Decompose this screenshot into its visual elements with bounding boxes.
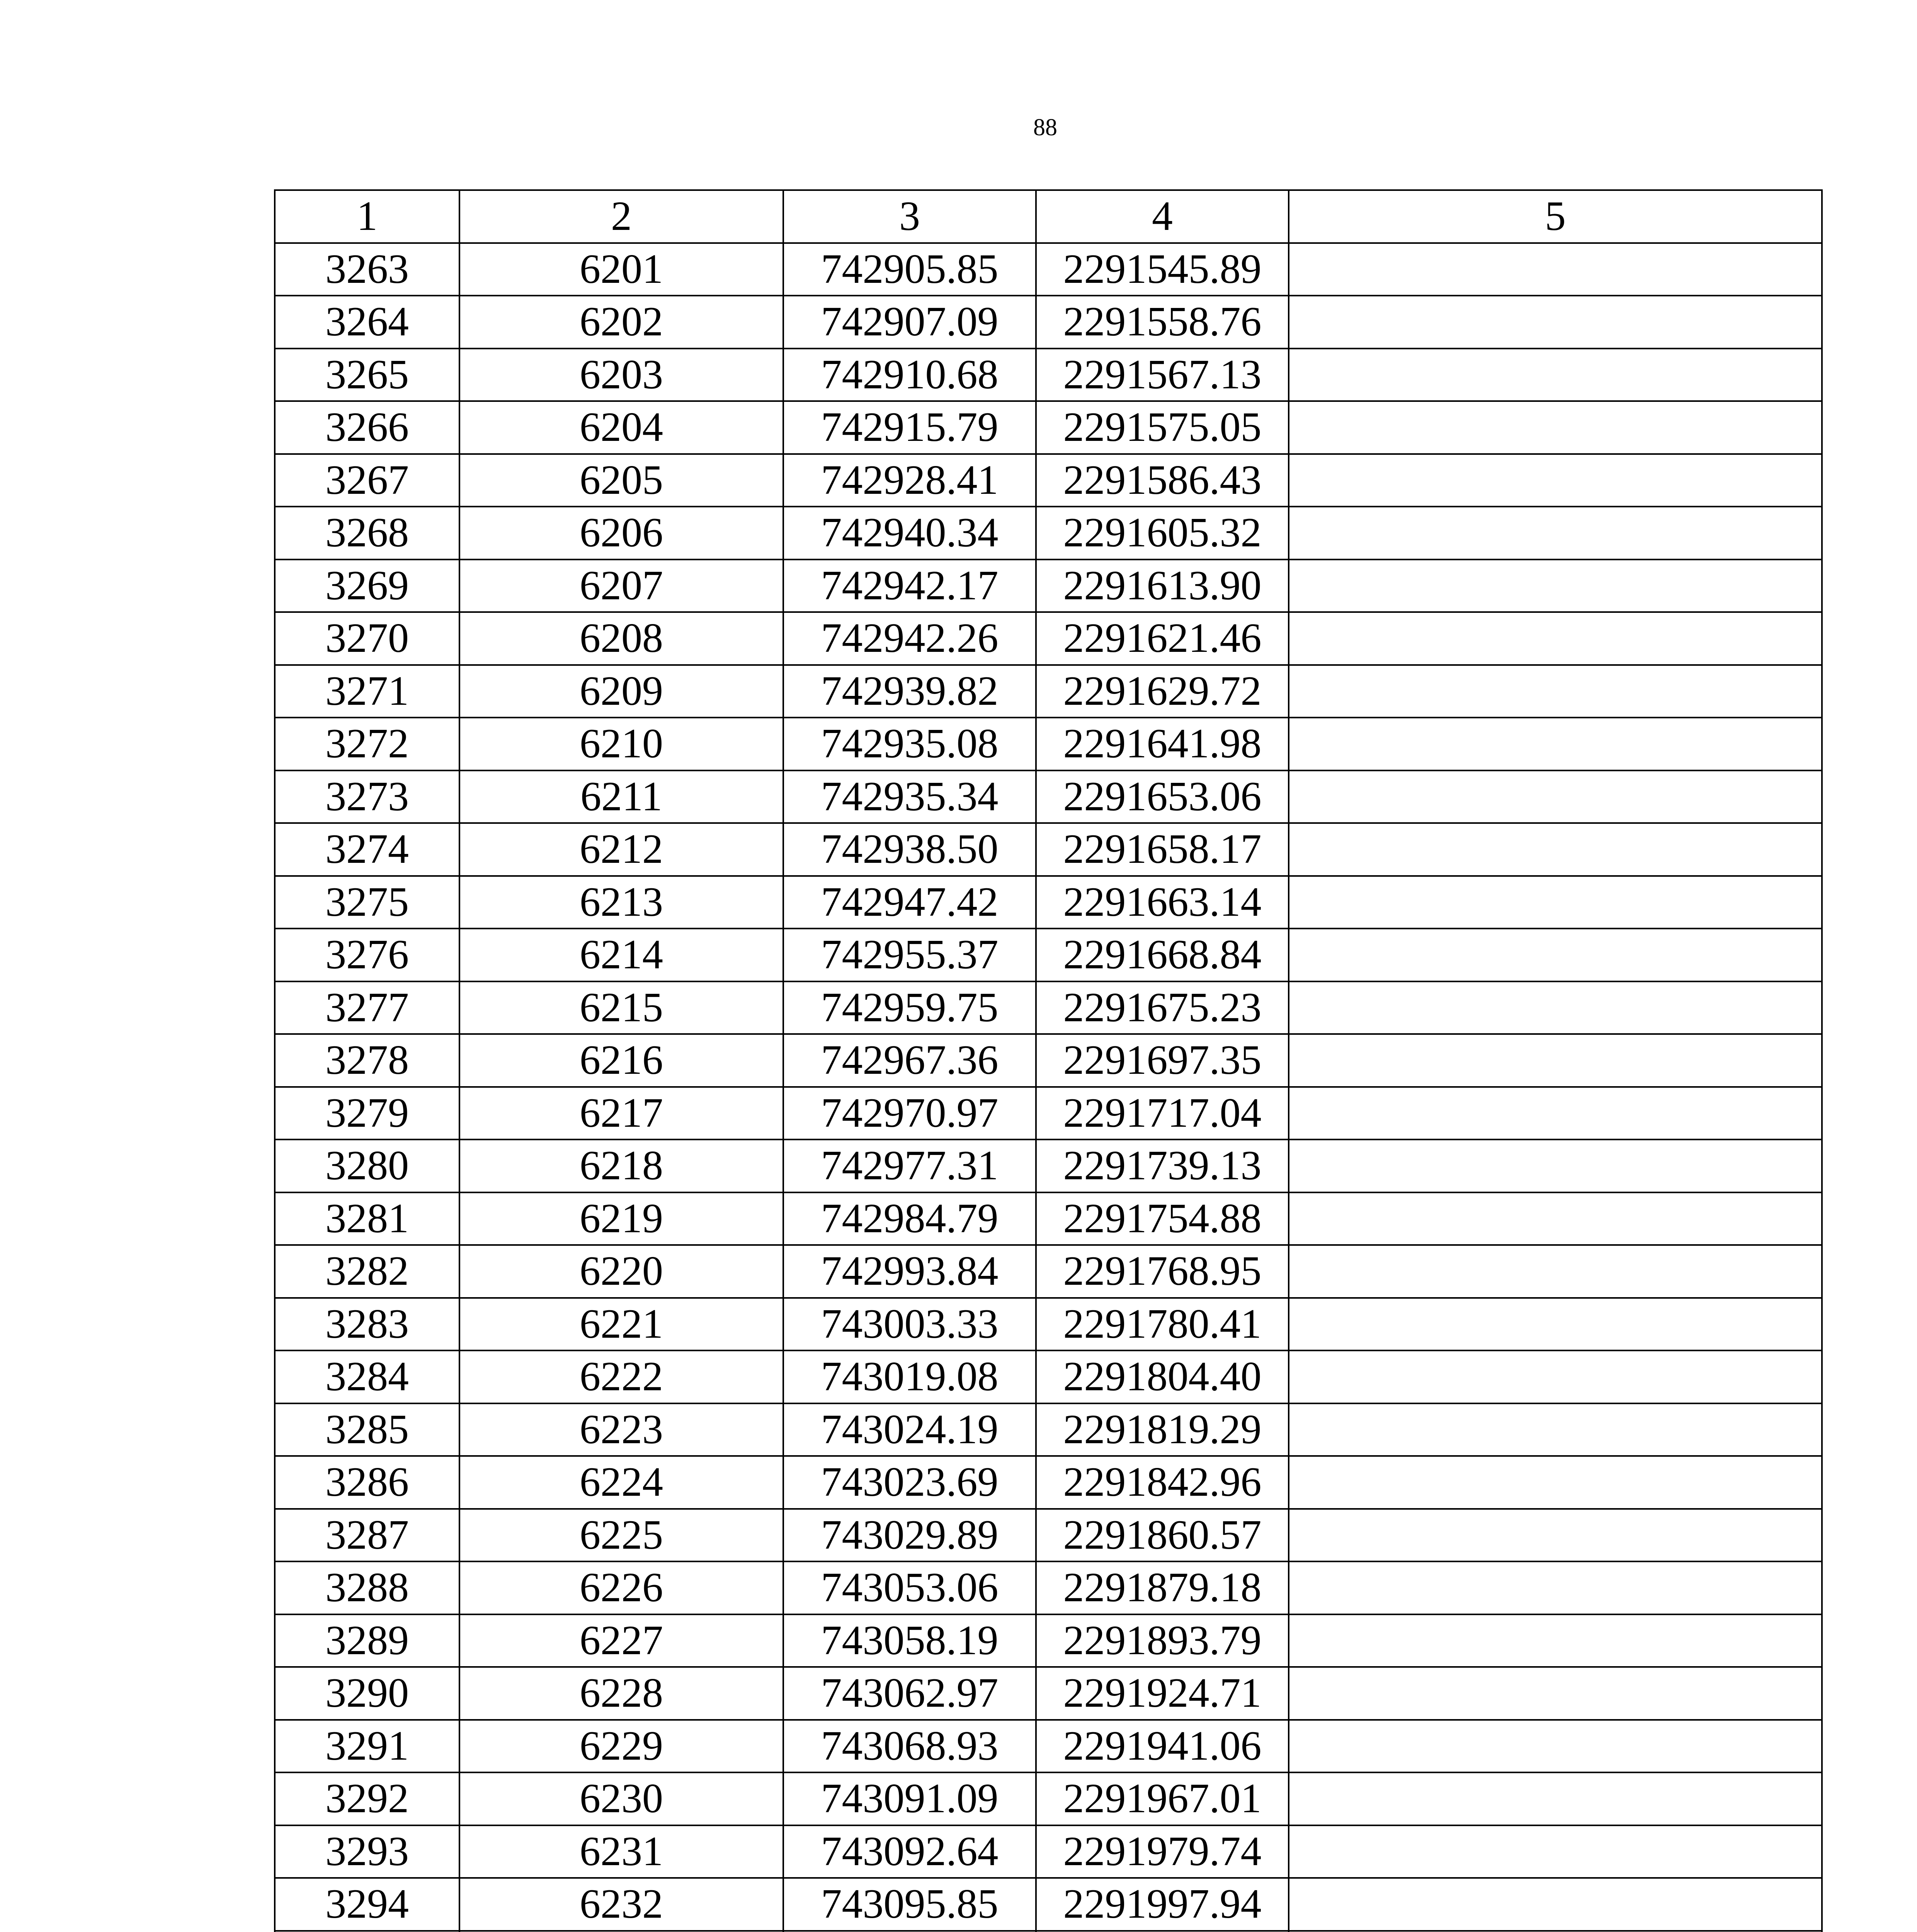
table-cell-col3: 743053.06: [783, 1561, 1036, 1614]
table-cell-col4: 2291629.72: [1036, 665, 1289, 718]
table-cell-col4: 2291613.90: [1036, 560, 1289, 612]
table-row: [275, 296, 1822, 349]
table-cell-col3: 742940.34: [783, 507, 1036, 560]
coordinates-table: [274, 189, 1823, 1932]
table-cell-col1: 3294: [275, 1878, 459, 1931]
table-row: [275, 1772, 1822, 1825]
table-row: [275, 560, 1822, 612]
table-cell-col3: 742939.82: [783, 665, 1036, 718]
table-cell-col1: 3266: [275, 401, 459, 454]
table-row: [275, 665, 1822, 718]
table-cell-col3: 743019.08: [783, 1350, 1036, 1403]
table-cell-col5: [1289, 1139, 1822, 1192]
table-cell-col5: [1289, 560, 1822, 612]
table-cell-col4: 2291819.29: [1036, 1403, 1289, 1456]
table-cell-col1: 3265: [275, 349, 459, 401]
table-cell-col3: 742928.41: [783, 454, 1036, 507]
table-row: [275, 1298, 1822, 1351]
table-cell-col2: 6223: [459, 1403, 783, 1456]
table-cell-col4: 2291754.88: [1036, 1192, 1289, 1245]
table-cell-col2: 6213: [459, 876, 783, 929]
table-row: [275, 1034, 1822, 1087]
table-cell-col5: [1289, 296, 1822, 349]
table-cell-col4: 2291979.74: [1036, 1825, 1289, 1878]
table-cell-col4: 2291575.05: [1036, 401, 1289, 454]
table-cell-col5: [1289, 401, 1822, 454]
table-cell-col4: 2291605.32: [1036, 507, 1289, 560]
table-row: [275, 1561, 1822, 1614]
table-cell-col1: 3286: [275, 1456, 459, 1509]
table-cell-col4: 2291558.76: [1036, 296, 1289, 349]
table-cell-col1: 3273: [275, 770, 459, 823]
table-row: [275, 1614, 1822, 1667]
table-cell-col1: 3284: [275, 1350, 459, 1403]
table-cell-col1: 3283: [275, 1298, 459, 1351]
table-row: [275, 929, 1822, 981]
table-cell-col2: 6216: [459, 1034, 783, 1087]
table-cell-col4: 2291941.06: [1036, 1720, 1289, 1773]
column-header-2: 2: [459, 190, 783, 243]
table-cell-col5: [1289, 1298, 1822, 1351]
table-cell-col3: 743023.69: [783, 1456, 1036, 1509]
table-cell-col1: 3293: [275, 1825, 459, 1878]
table-cell-col5: [1289, 981, 1822, 1034]
table-row: [275, 349, 1822, 401]
column-header-4: 4: [1036, 190, 1289, 243]
table-cell-col2: 6221: [459, 1298, 783, 1351]
table-cell-col5: [1289, 1878, 1822, 1931]
table-cell-col2: 6218: [459, 1139, 783, 1192]
table-cell-col3: 742955.37: [783, 929, 1036, 981]
table-cell-col3: 742935.34: [783, 770, 1036, 823]
table-row: [275, 1087, 1822, 1140]
table-cell-col5: [1289, 718, 1822, 770]
table-row: [275, 876, 1822, 929]
table-cell-col3: 743092.64: [783, 1825, 1036, 1878]
table-cell-col1: 3292: [275, 1772, 459, 1825]
table-cell-col5: [1289, 454, 1822, 507]
table-cell-col2: 6229: [459, 1720, 783, 1773]
table-row: [275, 770, 1822, 823]
table-cell-col1: 3287: [275, 1509, 459, 1562]
table-cell-col3: 742935.08: [783, 718, 1036, 770]
table-cell-col2: 6231: [459, 1825, 783, 1878]
table-row: [275, 718, 1822, 770]
table-cell-col2: 6226: [459, 1561, 783, 1614]
table-row: [275, 1667, 1822, 1720]
table-cell-col4: 2291621.46: [1036, 612, 1289, 665]
table-cell-col2: 6209: [459, 665, 783, 718]
column-header-3: 3: [783, 190, 1036, 243]
table-row: [275, 507, 1822, 560]
table-cell-col3: 742977.31: [783, 1139, 1036, 1192]
table-cell-col3: [783, 1931, 1036, 1932]
table-cell-col2: 6222: [459, 1350, 783, 1403]
table-row: [275, 981, 1822, 1034]
table-header: [275, 190, 1822, 243]
table-cell-col1: 3276: [275, 929, 459, 981]
table-cell-col2: 6204: [459, 401, 783, 454]
table-cell-col3: 743058.19: [783, 1614, 1036, 1667]
table-cell-col3: 742984.79: [783, 1192, 1036, 1245]
table-cell-col5: [1289, 1403, 1822, 1456]
table-cell-col4: 2291997.94: [1036, 1878, 1289, 1931]
table-row: [275, 401, 1822, 454]
table-row: [275, 1825, 1822, 1878]
table-cell-col4: 2291658.17: [1036, 823, 1289, 876]
table-cell-col1: 3263: [275, 243, 459, 296]
table-cell-col2: [459, 1931, 783, 1932]
table-cell-col4: 2291860.57: [1036, 1509, 1289, 1562]
table-cell-col2: 6225: [459, 1509, 783, 1562]
table-cell-col2: 6215: [459, 981, 783, 1034]
header-row: [275, 190, 1822, 243]
table-cell-col5: [1289, 349, 1822, 401]
table-cell-col2: 6206: [459, 507, 783, 560]
table-row: [275, 1350, 1822, 1403]
table-cell-col2: 6201: [459, 243, 783, 296]
table-cell-col1: 3268: [275, 507, 459, 560]
table-cell-col4: [1036, 1931, 1289, 1932]
table-cell-col2: 6232: [459, 1878, 783, 1931]
table-cell-col3: 743024.19: [783, 1403, 1036, 1456]
table-cell-col2: 6217: [459, 1087, 783, 1140]
column-header-5: 5: [1289, 190, 1822, 243]
table-cell-col2: 6208: [459, 612, 783, 665]
table-cell-col5: [1289, 507, 1822, 560]
table-cell-col1: 3272: [275, 718, 459, 770]
table-cell-col1: [275, 1931, 459, 1932]
table-cell-col2: 6214: [459, 929, 783, 981]
page-number: 88: [1033, 114, 1057, 141]
table-cell-col3: 742905.85: [783, 243, 1036, 296]
table-cell-col4: 2291879.18: [1036, 1561, 1289, 1614]
table-cell-col3: 743068.93: [783, 1720, 1036, 1773]
table-cell-col5: [1289, 929, 1822, 981]
table-cell-col3: 742938.50: [783, 823, 1036, 876]
table-body: [275, 243, 1822, 1932]
table-row: [275, 1456, 1822, 1509]
table-cell-col1: 3288: [275, 1561, 459, 1614]
table-cell-col4: 2291717.04: [1036, 1087, 1289, 1140]
table-cell-col5: [1289, 243, 1822, 296]
table-cell-col3: 742947.42: [783, 876, 1036, 929]
table-cell-col1: 3289: [275, 1614, 459, 1667]
table-cell-col1: 3275: [275, 876, 459, 929]
table-cell-col1: 3281: [275, 1192, 459, 1245]
table-row: [275, 1720, 1822, 1773]
table-cell-col5: [1289, 612, 1822, 665]
table-cell-col4: 2291842.96: [1036, 1456, 1289, 1509]
table-cell-col2: 6230: [459, 1772, 783, 1825]
table-cell-col2: 6220: [459, 1245, 783, 1298]
table-cell-col1: 3280: [275, 1139, 459, 1192]
column-header-1: 1: [275, 190, 459, 243]
table-cell-col5: [1289, 1561, 1822, 1614]
table-cell-col5: [1289, 1245, 1822, 1298]
table-cell-col3: 742942.26: [783, 612, 1036, 665]
table-cell-col4: 2291697.35: [1036, 1034, 1289, 1087]
table-cell-col4: 2291668.84: [1036, 929, 1289, 981]
table-row: [275, 1245, 1822, 1298]
table-cell-col1: 3269: [275, 560, 459, 612]
table-cell-col4: 2291641.98: [1036, 718, 1289, 770]
table-cell-col5: [1289, 876, 1822, 929]
table-cell-col5: [1289, 1772, 1822, 1825]
table-cell-col1: 3271: [275, 665, 459, 718]
table-cell-col3: 743062.97: [783, 1667, 1036, 1720]
table-row: [275, 1192, 1822, 1245]
table-cell-col3: 742959.75: [783, 981, 1036, 1034]
table-row: [275, 1878, 1822, 1931]
table-cell-col4: 2291967.01: [1036, 1772, 1289, 1825]
table-cell-col3: 742910.68: [783, 349, 1036, 401]
table-cell-col2: 6212: [459, 823, 783, 876]
table-cell-col5: [1289, 1350, 1822, 1403]
table-cell-col2: 6202: [459, 296, 783, 349]
table-cell-col4: 2291567.13: [1036, 349, 1289, 401]
table-cell-col3: 742907.09: [783, 296, 1036, 349]
table-row: [275, 823, 1822, 876]
table-cell-col4: 2291675.23: [1036, 981, 1289, 1034]
table-cell-col4: 2291893.79: [1036, 1614, 1289, 1667]
table-cell-col5: [1289, 1825, 1822, 1878]
table-cell-col4: 2291663.14: [1036, 876, 1289, 929]
table-cell-col1: 3279: [275, 1087, 459, 1140]
table-cell-col3: 743003.33: [783, 1298, 1036, 1351]
table-row: [275, 1931, 1822, 1932]
table-cell-col1: 3278: [275, 1034, 459, 1087]
table-cell-col3: 742942.17: [783, 560, 1036, 612]
table-cell-col4: 2291653.06: [1036, 770, 1289, 823]
table-cell-col5: [1289, 1720, 1822, 1773]
table-cell-col5: [1289, 1509, 1822, 1562]
table-cell-col1: 3270: [275, 612, 459, 665]
table-cell-col4: 2291804.40: [1036, 1350, 1289, 1403]
table-row: [275, 1509, 1822, 1562]
table-cell-col4: 2291780.41: [1036, 1298, 1289, 1351]
table-cell-col2: 6228: [459, 1667, 783, 1720]
table-row: [275, 1139, 1822, 1192]
table-cell-col2: 6219: [459, 1192, 783, 1245]
table-cell-col5: [1289, 1614, 1822, 1667]
table-cell-col2: 6207: [459, 560, 783, 612]
table-cell-col4: 2291545.89: [1036, 243, 1289, 296]
table-cell-col5: [1289, 1456, 1822, 1509]
table-cell-col2: 6224: [459, 1456, 783, 1509]
table-cell-col5: [1289, 1087, 1822, 1140]
table-cell-col4: 2291924.71: [1036, 1667, 1289, 1720]
table-cell-col5: [1289, 1931, 1822, 1932]
table-cell-col3: 742967.36: [783, 1034, 1036, 1087]
table-cell-col2: 6211: [459, 770, 783, 823]
table-cell-col3: 743029.89: [783, 1509, 1036, 1562]
table-cell-col1: 3282: [275, 1245, 459, 1298]
table-cell-col5: [1289, 770, 1822, 823]
table-cell-col5: [1289, 1034, 1822, 1087]
table-cell-col4: 2291768.95: [1036, 1245, 1289, 1298]
table-cell-col5: [1289, 665, 1822, 718]
table-cell-col1: 3285: [275, 1403, 459, 1456]
table-cell-col1: 3264: [275, 296, 459, 349]
table-cell-col3: 742970.97: [783, 1087, 1036, 1140]
table-cell-col3: 742915.79: [783, 401, 1036, 454]
table-cell-col2: 6210: [459, 718, 783, 770]
table-cell-col2: 6227: [459, 1614, 783, 1667]
table-row: [275, 454, 1822, 507]
table-row: [275, 1403, 1822, 1456]
table-cell-col5: [1289, 823, 1822, 876]
table-cell-col5: [1289, 1192, 1822, 1245]
table-cell-col1: 3277: [275, 981, 459, 1034]
table-row: [275, 612, 1822, 665]
table-cell-col1: 3267: [275, 454, 459, 507]
table-cell-col4: 2291586.43: [1036, 454, 1289, 507]
table-cell-col3: 743095.85: [783, 1878, 1036, 1931]
table-cell-col3: 743091.09: [783, 1772, 1036, 1825]
table-cell-col1: 3291: [275, 1720, 459, 1773]
table-cell-col3: 742993.84: [783, 1245, 1036, 1298]
table-cell-col1: 3274: [275, 823, 459, 876]
table-cell-col4: 2291739.13: [1036, 1139, 1289, 1192]
table-cell-col1: 3290: [275, 1667, 459, 1720]
table-cell-col2: 6203: [459, 349, 783, 401]
table-cell-col5: [1289, 1667, 1822, 1720]
table-cell-col2: 6205: [459, 454, 783, 507]
table-row: [275, 243, 1822, 296]
